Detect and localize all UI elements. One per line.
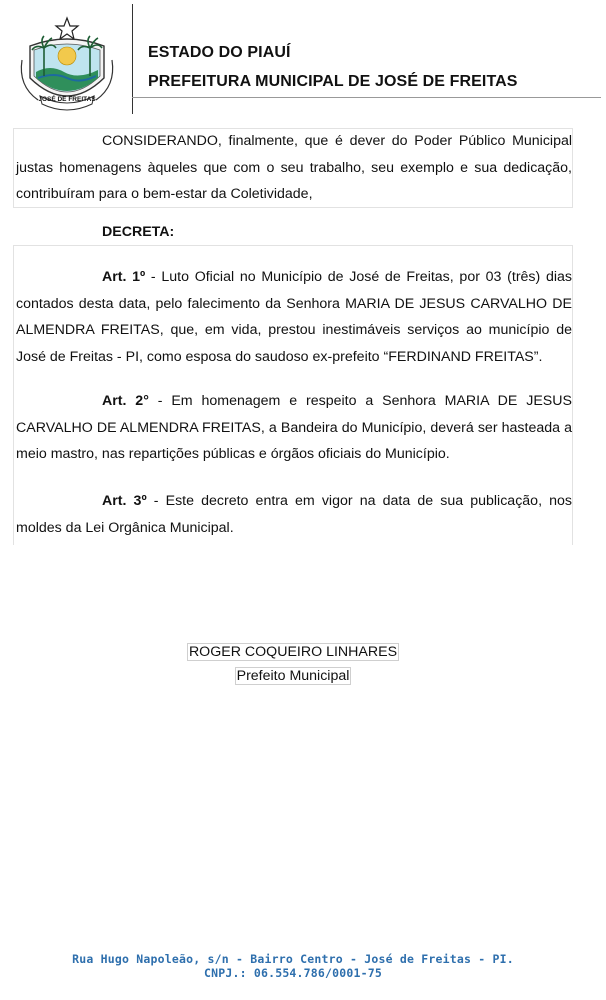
header-prefecture: PREFEITURA MUNICIPAL DE JOSÉ DE FREITAS (148, 73, 518, 90)
header-state: ESTADO DO PIAUÍ (148, 44, 291, 61)
article-1-paragraph (16, 264, 572, 370)
article-2-paragraph (16, 388, 572, 468)
signature-role-line (0, 668, 586, 684)
article-1-text: - Luto Oficial no Município de José de Freitas, por 03 (três) dias contados desta data, pelo falecimento da Senhora MARIA DE JESUS CARVALHO DE ALMENDRA FREITAS, que, em vida, prestou inestimáveis serviços ao município de José de Freitas - PI, como esposa do saudoso ex-prefeito “FERDINAND FREITAS”. (16, 269, 572, 365)
article-3-label: Art. 3º (102, 493, 147, 509)
signature-name: ROGER COQUEIRO LINHARES (188, 644, 398, 660)
decreta-heading: DECRETA: (102, 224, 175, 240)
signature-role: Prefeito Municipal (236, 668, 350, 684)
header-horizontal-divider (132, 97, 601, 98)
article-3-paragraph (16, 488, 572, 541)
article-1-label: Art. 1º (102, 269, 146, 285)
footer-cnpj: CNPJ.: 06.554.786/0001-75 (203, 966, 383, 980)
article-3-text: - Este decreto entra em vigor na data de sua publicação, nos moldes da Lei Orgânica Municipal. (16, 493, 573, 536)
article-2-text: - Em homenagem e respeito a Senhora MARIA DE JESUS CARVALHO DE ALMENDRA FREITAS, a Bandeira do Município, deverá ser hasteada a meio mastro, nas repartições públicas e órgãos oficiais do Município. (16, 393, 572, 462)
considerando-paragraph: CONSIDERANDO, finalmente, que é dever do Poder Público Municipal justas homenagens àqueles que com o seu trabalho, seu exemplo e sua dedicação, contribuíram para o bem-estar da Coletividade, (16, 133, 572, 202)
footer-address: Rua Hugo Napoleão, s/n - Bairro Centro - José de Freitas - PI. (72, 952, 514, 966)
seal-banner-text: JOSÉ DE FREITAS (38, 96, 96, 103)
signature-name-line (0, 644, 586, 660)
article-2-label: Art. 2° (102, 393, 149, 409)
